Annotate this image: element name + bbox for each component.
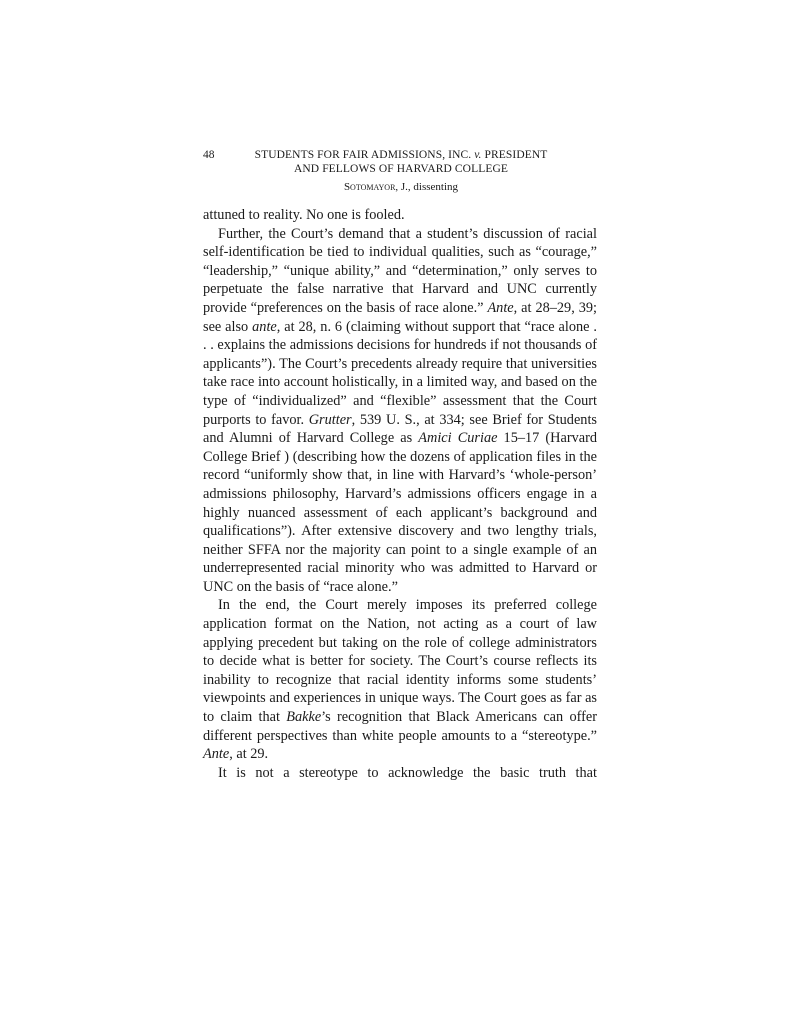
- paragraph: [203, 225, 597, 597]
- citation-amici-curiae: Amici Curiae: [418, 430, 498, 447]
- paragraph-text: It is not a stereotype to acknowledge the basic truth that: [218, 764, 597, 781]
- citation-grutter: Grutter: [308, 411, 352, 428]
- paragraph-text: Further, the Court’s demand that a student’s discussion of racial self-identification be tied to individual qualities, such as “courage,” “leadership,” “unique ability,” and “determination,” only serves to perpetuate the false narrative that Harvard and UNC currently provide “preferences on the basis of race alone.”: [203, 225, 597, 316]
- running-head: [203, 148, 597, 194]
- paragraph-continues: [203, 764, 597, 783]
- case-caption-versus: v.: [474, 149, 482, 161]
- citation-ante: Ante: [203, 746, 230, 763]
- paragraph-text: In the end, the Court merely imposes its preferred college application format on the Nation, not acting as a court of law applying precedent but taking on the role of college administrators to decide what is better for society. The Court’s course reflects its inability to recognize that racial identity informs some students’ viewpoints and experiences in unique ways. The Court goes as far as to claim that: [203, 597, 597, 726]
- citation-ante: ante: [252, 318, 277, 335]
- paragraph-text: , at 28, n. 6 (claiming without support that “race alone . . . explains the admissions decisions for hundreds if not thousands of applicants”). The Court’s precedents already require that universities take race into account holistically, in a limited way, and based on the type of “individualized” and “flexible” assessment that the Court purports to favor.: [203, 318, 598, 428]
- case-caption-line-1-end: PRESIDENT: [481, 149, 548, 161]
- opinion-page: [203, 148, 597, 782]
- opinion-type: , J., dissenting: [395, 181, 459, 193]
- citation-bakke: Bakke: [286, 709, 322, 726]
- paragraph-continuation: [203, 206, 597, 225]
- paragraph-text: 15–17 (Harvard College Brief ) (describing how the dozens of application files in the record “uniformly show that, in line with Harvard’s ‘whole-person’ admissions philosophy, Harvard’s admissions officers engage in a highly nuanced assessment of each applicant’s background and qualifications”). After extensive discovery and two lengthy trials, neither SFFA nor the majority can point to a single example of an underrepresented racial minority who was admitted to Harvard or UNC on the basis of “race alone.”: [203, 430, 597, 595]
- opinion-author: [232, 180, 570, 194]
- paragraph-text: attuned to reality. No one is fooled.: [203, 207, 405, 223]
- paragraph: [203, 596, 597, 763]
- justice-name: Sotomayor: [343, 181, 396, 193]
- paragraph-text: ’s recognition that Black Americans can offer different perspectives than white people amounts to a “stereotype.”: [203, 709, 597, 744]
- case-caption: [232, 148, 570, 176]
- page-number: 48: [203, 149, 215, 161]
- case-caption-line-1: STUDENTS FOR FAIR ADMISSIONS, INC.: [254, 149, 475, 161]
- citation-ante: Ante: [487, 299, 514, 316]
- opinion-body: [203, 206, 597, 782]
- case-caption-line-2: AND FELLOWS OF HARVARD COLLEGE: [294, 163, 508, 175]
- paragraph-text: , at 29.: [229, 746, 269, 763]
- paragraph-text: , 539 U. S., at 334; see Brief for Students and Alumni of Harvard College as: [203, 411, 597, 447]
- paragraph-text: , at 28–29, 39; see also: [203, 299, 597, 335]
